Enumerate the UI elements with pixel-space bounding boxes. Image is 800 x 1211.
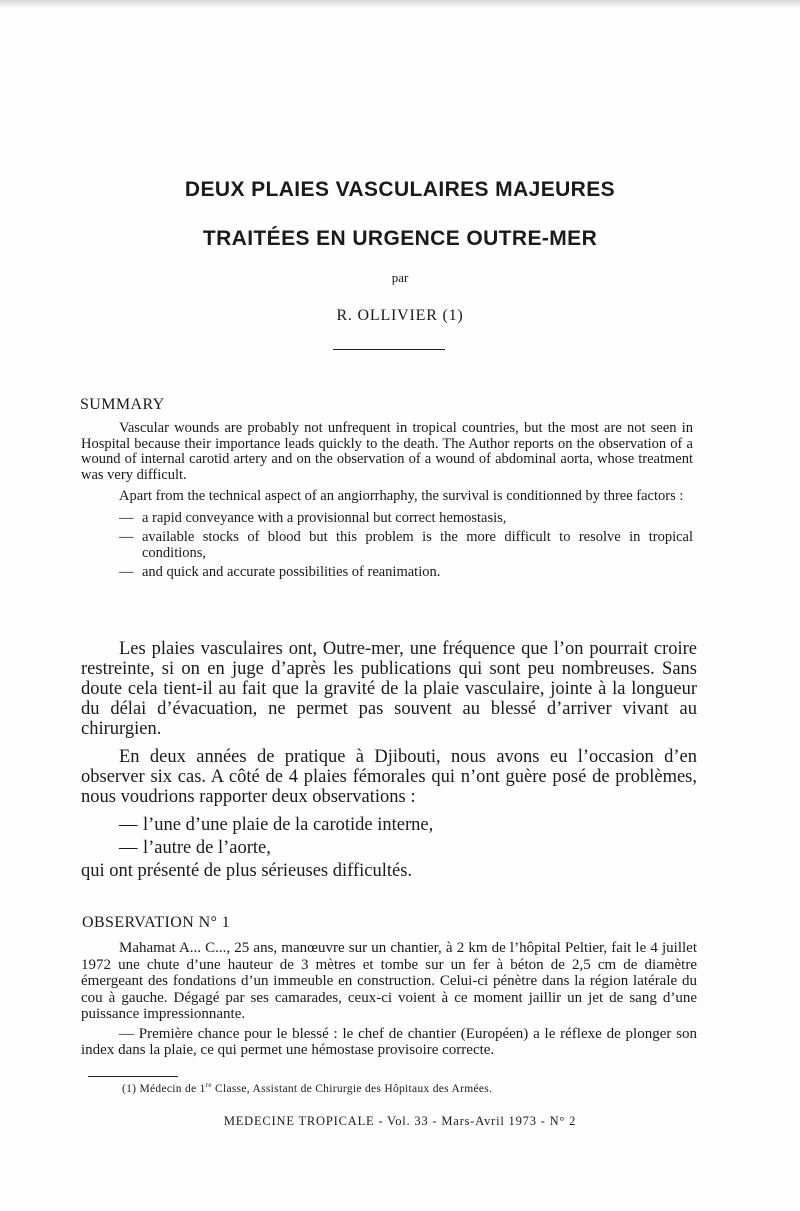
observation-paragraph: — Première chance pour le blessé : le chef de chantier (Européen) a le réflexe de plonger son index dans la plaie, ce qui permet une hémostase provisoire correcte.: [81, 1025, 697, 1058]
summary-paragraph: Apart from the technical aspect of an angiorrhaphy, the survival is conditionned by three factors :: [119, 488, 684, 504]
dash-bullet: —: [119, 509, 134, 526]
summary-factor-text: and quick and accurate possibilities of reanimation.: [142, 564, 441, 580]
dash-bullet: —: [119, 815, 138, 835]
observation-heading: OBSERVATION N° 1: [82, 914, 231, 931]
article-title-line-1: DEUX PLAIES VASCULAIRES MAJEURES: [184, 178, 616, 201]
body-paragraph: En deux années de pratique à Djibouti, nous avons eu l’occasion d’en observer six cas. A côté de 4 plaies fémorales qui n’ont guère posé de problèmes, nous voudrions rapporter deux observations :: [81, 747, 697, 807]
title-divider: [333, 349, 445, 350]
summary-section: [81, 421, 693, 585]
summary-factor-item: [81, 565, 693, 581]
observation-list-item: [81, 815, 697, 835]
journal-footer: MEDECINE TROPICALE - Vol. 33 - Mars-Avril 1973 - N° 2: [223, 1114, 577, 1128]
summary-factor-item: [81, 530, 693, 561]
footnote-text: Classe, Assistant de Chirurgie des Hôpitaux des Armées.: [211, 1083, 493, 1095]
observation-paragraph: Mahamat A... C..., 25 ans, manœuvre sur un chantier, à 2 km de l’hôpital Peltier, fait le 4 juillet 1972 une chute d’une hauteur de 3 mètres et tombe sur un fer à béton de 2,5 cm de diamètre émergeant des fondations d’un immeuble en construction. Celui-ci pénètre dans la région latérale du cou à gauche. Dégagé par ses camarades, ceux-ci voient à ce moment jaillir un jet de sang d’une puissance impressionnante.: [81, 940, 697, 1022]
dash-bullet: —: [119, 564, 134, 580]
dash-bullet: —: [119, 838, 138, 858]
summary-heading: SUMMARY: [80, 396, 165, 413]
footnote-superscript: re: [205, 1081, 212, 1090]
dash-bullet: —: [119, 529, 134, 545]
observation-list-text: l’autre de l’aorte,: [143, 838, 271, 858]
author-name: R. OLLIVIER (1): [336, 307, 464, 324]
introduction-section: [81, 639, 697, 889]
summary-factor-text: available stocks of blood but this problem is the more difficult to resolve in tropical conditions,: [142, 529, 693, 561]
summary-paragraph: Vascular wounds are probably not unfrequent in tropical countries, but the most are not seen in Hospital because their importance leads quickly to the death. The Author reports on the observation of a wound of internal carotid artery and on the observation of a wound of abdominal aorta, whose treatment was very difficult.: [81, 420, 693, 483]
body-paragraph: Les plaies vasculaires ont, Outre-mer, une fréquence que l’on pourrait croire restreinte, si on en juge d’après les publications qui sont peu nombreuses. Sans doute cela tient-il au fait que la gravité de la plaie vasculaire, jointe à la longueur du délai d’évacuation, ne permet pas souvent au blessé d’arriver vivant au chirurgien.: [81, 639, 697, 739]
observation-list-item: [81, 838, 697, 858]
summary-factor-text: a rapid conveyance with a provisionnal but correct hemostasis,: [142, 509, 507, 526]
summary-factor-list: [81, 511, 693, 581]
article-title-line-2: TRAITÉES EN URGENCE OUTRE-MER: [202, 227, 598, 250]
observation-list-text: l’une d’une plaie de la carotide interne,: [143, 815, 434, 835]
footnote-text: (1) Médecin de 1: [122, 1083, 206, 1095]
footnote-divider: [88, 1076, 178, 1077]
footnote: [122, 1083, 492, 1095]
scan-edge: [0, 0, 800, 8]
summary-factor-item: [81, 511, 693, 527]
observation-section: [81, 940, 697, 1062]
observation-list: [81, 815, 697, 858]
byline-par: par: [391, 270, 409, 285]
body-closing-line: qui ont présenté de plus sérieuses difficultés.: [81, 861, 413, 881]
